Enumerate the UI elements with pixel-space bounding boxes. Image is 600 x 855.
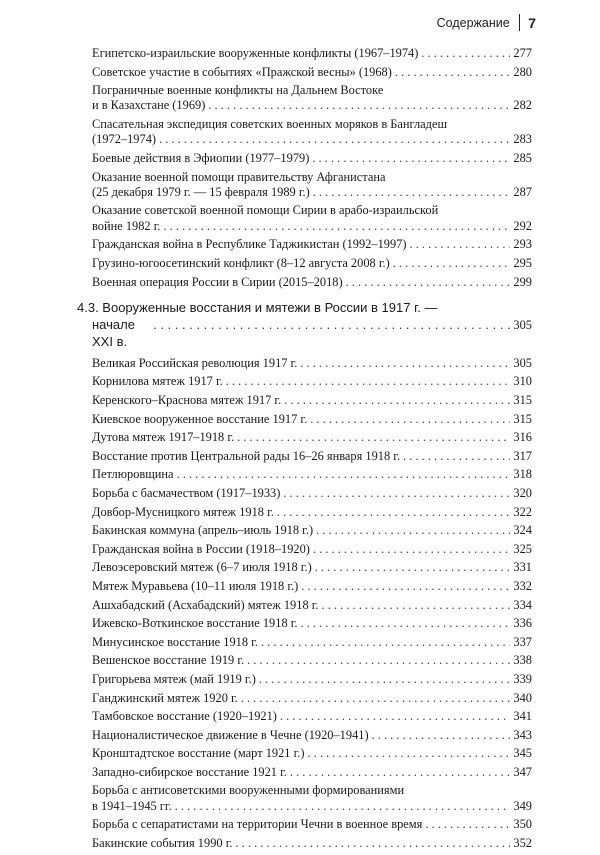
toc-entry-page-number: 292 <box>513 218 532 233</box>
section-heading-line-2: начале XXI в. <box>92 316 135 349</box>
section-heading-line-1: 4.3. Вооруженные восстания и мятежи в России в 1917 г. — <box>77 299 438 315</box>
toc-entry-page-number: 277 <box>513 46 532 60</box>
toc-entry-page-number: 339 <box>513 671 532 686</box>
dot-leader <box>283 486 510 501</box>
dot-leader <box>425 817 510 832</box>
toc-entry-page-number: 283 <box>513 132 532 147</box>
table-of-contents <box>77 46 532 855</box>
toc-entry-page-number: 345 <box>513 746 532 761</box>
toc-entry-page-number: 315 <box>513 411 532 426</box>
toc-entry-page-number: 316 <box>513 430 532 445</box>
toc-list-bottom <box>92 356 532 851</box>
toc-entry[interactable] <box>92 356 532 371</box>
toc-entry-page-number: 325 <box>513 541 532 556</box>
toc-entry-title: Восстание против Центральной рады 16–26 января 1918 г. <box>92 448 401 463</box>
toc-entry-title: Борьба с басмачеством (1917–1933) <box>92 485 281 500</box>
toc-entry-title: Борьба с сепаратистами на территории Чечни в военное время <box>92 817 423 832</box>
toc-entry-page-number: 350 <box>513 817 532 832</box>
toc-entry[interactable] <box>92 237 532 252</box>
dot-leader <box>235 836 510 851</box>
toc-entry[interactable] <box>92 46 532 61</box>
toc-entry-page-number: 280 <box>513 64 532 79</box>
toc-entry-title: Левоэсеровский мятеж (6–7 июля 1918 г.) <box>92 560 312 575</box>
toc-entry-title: (1972–1974) <box>92 132 157 147</box>
toc-entry-title: Григорьева мятеж (май 1919 г.) <box>92 671 256 686</box>
toc-entry-title: Довбор-Мусницкого мятеж 1918 г. <box>92 504 274 519</box>
dot-leader <box>372 728 511 743</box>
running-head-divider <box>519 14 521 31</box>
toc-entry[interactable] <box>92 598 532 613</box>
running-head-page-number: 7 <box>528 14 536 31</box>
toc-entry[interactable] <box>92 635 532 650</box>
toc-entry-title: Гражданская война в Республике Таджикистан (1992–1997) <box>92 237 407 252</box>
toc-entry-page-number: 293 <box>513 237 532 252</box>
toc-entry[interactable] <box>92 256 532 271</box>
dot-leader <box>259 672 511 687</box>
toc-entry-title: Бакинские события 1990 г. <box>92 835 233 850</box>
dot-leader <box>346 275 511 290</box>
toc-entry-title: (25 декабря 1979 г. — 15 февраля 1989 г.) <box>92 184 310 199</box>
toc-entry-title: Грузино-югоосетинский конфликт (8–12 августа 2008 г.) <box>92 255 390 270</box>
toc-entry-title: Керенского–Краснова мятеж 1917 г. <box>92 393 282 408</box>
toc-entry-title: Оказание советской военной помощи Сирии в арабо-израильской <box>92 203 439 218</box>
dot-leader <box>316 523 510 538</box>
toc-entry[interactable] <box>92 523 532 538</box>
toc-entry[interactable] <box>92 412 532 427</box>
toc-entry-title: Ижевско-Воткинское восстание 1918 г. <box>92 616 298 631</box>
toc-section-heading[interactable] <box>77 299 532 350</box>
dot-leader <box>247 653 510 668</box>
toc-entry-title: Западно-сибирское восстание 1921 г. <box>92 764 287 779</box>
toc-entry-page-number: 295 <box>513 255 532 270</box>
toc-entry-title: Вешенское восстание 1919 г. <box>92 653 245 668</box>
toc-entry-page-number: 340 <box>513 690 532 705</box>
toc-entry[interactable] <box>92 203 532 234</box>
toc-entry[interactable] <box>92 709 532 724</box>
toc-entry-title: Спасательная экспедиция советских военных моряков в Бангладеш <box>92 117 448 132</box>
toc-entry-title: Киевское вооруженное восстание 1917 г. <box>92 411 308 426</box>
section-page-number: 305 <box>513 317 532 332</box>
toc-entry-title: в 1941–1945 гг. <box>92 798 172 813</box>
dot-leader <box>284 393 510 408</box>
toc-entry-title: Военная операция России в Сирии (2015–2018) <box>92 274 343 289</box>
dot-leader <box>241 691 511 706</box>
dot-leader <box>301 616 511 631</box>
dot-leader <box>310 412 510 427</box>
toc-entry-page-number: 337 <box>513 634 532 649</box>
toc-entry-title: Бакинская коммуна (апрель–июль 1918 г.) <box>92 523 314 538</box>
toc-entry-page-number: 315 <box>513 393 532 408</box>
toc-entry[interactable] <box>92 691 532 706</box>
dot-leader <box>261 635 510 650</box>
toc-entry[interactable] <box>92 817 532 832</box>
dot-leader <box>163 219 510 234</box>
toc-entry[interactable] <box>92 783 532 814</box>
toc-entry-title: Националистическое движение в Чечне (1920–1941) <box>92 727 369 742</box>
toc-entry[interactable] <box>92 505 532 520</box>
toc-entry[interactable] <box>92 430 532 445</box>
toc-entry-title: войне 1982 г. <box>92 218 161 233</box>
toc-entry-page-number: 324 <box>513 523 532 538</box>
toc-entry-title: Ганджинский мятеж 1920 г. <box>92 690 238 705</box>
toc-entry-page-number: 305 <box>513 355 532 370</box>
dot-leader <box>315 560 511 575</box>
toc-entry[interactable] <box>92 151 532 166</box>
running-head-title: Содержание <box>436 15 510 30</box>
dot-leader <box>313 185 511 200</box>
toc-entry[interactable] <box>92 765 532 780</box>
running-head <box>437 14 536 31</box>
toc-entry-title: Минусинское восстание 1918 г. <box>92 634 258 649</box>
toc-entry-page-number: 320 <box>513 485 532 500</box>
toc-entry[interactable] <box>92 170 532 201</box>
dot-leader <box>393 256 511 271</box>
toc-entry-title: Мятеж Муравьева (10–11 июля 1918 г.) <box>92 578 299 593</box>
toc-entry-title: Тамбовское восстание (1920–1921) <box>92 709 277 724</box>
dot-leader <box>175 799 511 814</box>
dot-leader <box>208 98 510 113</box>
toc-entry[interactable] <box>92 449 532 464</box>
dot-leader <box>226 374 511 389</box>
toc-entry-page-number: 285 <box>513 150 532 165</box>
toc-entry[interactable] <box>92 616 532 631</box>
toc-entry-page-number: 331 <box>513 560 532 575</box>
toc-entry-title: и в Казахстане (1969) <box>92 98 206 113</box>
dot-leader <box>153 316 510 333</box>
dot-leader <box>300 356 510 371</box>
toc-entry[interactable] <box>92 117 532 148</box>
dot-leader <box>403 449 510 464</box>
toc-entry[interactable] <box>92 486 532 501</box>
toc-entry-page-number: 322 <box>513 504 532 519</box>
toc-entry-title: Пограничные военные конфликты на Дальнем Востоке <box>92 83 384 98</box>
toc-entry-title: Корнилова мятеж 1917 г. <box>92 374 223 389</box>
toc-entry-title: Советское участие в событиях «Пражской весны» (1968) <box>92 64 392 79</box>
dot-leader <box>421 46 510 61</box>
toc-entry[interactable] <box>92 83 532 114</box>
toc-entry-title: Петлюровщина <box>92 467 174 482</box>
toc-entry-title: Великая Российская революция 1917 г. <box>92 355 298 370</box>
toc-entry[interactable] <box>92 579 532 594</box>
toc-entry-page-number: 338 <box>513 653 532 668</box>
toc-entry[interactable] <box>92 836 532 851</box>
toc-entry-page-number: 282 <box>513 98 532 113</box>
toc-entry-page-number: 341 <box>513 709 532 724</box>
dot-leader <box>322 598 511 613</box>
toc-entry-title: Боевые действия в Эфиопии (1977–1979) <box>92 150 310 165</box>
toc-entry-page-number: 349 <box>513 798 532 813</box>
dot-leader <box>159 132 510 147</box>
toc-entry-page-number: 343 <box>513 727 532 742</box>
toc-entry-page-number: 310 <box>513 374 532 389</box>
dot-leader <box>277 505 511 520</box>
toc-entry-page-number: 336 <box>513 616 532 631</box>
toc-entry[interactable] <box>92 374 532 389</box>
toc-entry-page-number: 287 <box>513 184 532 199</box>
toc-entry-title: Гражданская война в России (1918–1920) <box>92 541 310 556</box>
toc-entry[interactable] <box>92 467 532 482</box>
toc-entry-title: Борьба с антисоветскими вооруженными формированиями <box>92 783 405 798</box>
toc-entry-page-number: 299 <box>513 274 532 289</box>
toc-entry-title: Кронштадтское восстание (март 1921 г.) <box>92 746 305 761</box>
toc-entry[interactable] <box>92 275 532 290</box>
toc-entry-title: Египетско-израильские вооруженные конфликты (1967–1974) <box>92 46 419 60</box>
dot-leader <box>177 467 511 482</box>
dot-leader <box>312 151 510 166</box>
toc-list-top <box>92 46 532 290</box>
dot-leader <box>395 65 511 80</box>
toc-entry[interactable] <box>92 542 532 557</box>
toc-entry[interactable] <box>92 560 532 575</box>
toc-entry-title: Оказание военной помощи правительству Афганистана <box>92 169 386 184</box>
toc-entry[interactable] <box>92 393 532 408</box>
dot-leader <box>313 542 510 557</box>
toc-entry[interactable] <box>92 746 532 761</box>
toc-entry[interactable] <box>92 65 532 80</box>
dot-leader <box>280 709 510 724</box>
dot-leader <box>301 579 510 594</box>
toc-entry-page-number: 352 <box>513 835 532 850</box>
dot-leader <box>237 430 510 445</box>
dot-leader <box>308 746 511 761</box>
toc-entry[interactable] <box>92 653 532 668</box>
toc-entry[interactable] <box>92 672 532 687</box>
toc-entry-page-number: 318 <box>513 467 532 482</box>
dot-leader <box>290 765 511 780</box>
toc-entry-page-number: 334 <box>513 597 532 612</box>
toc-entry[interactable] <box>92 728 532 743</box>
toc-entry-page-number: 317 <box>513 448 532 463</box>
dot-leader <box>410 237 511 252</box>
toc-entry-page-number: 347 <box>513 764 532 779</box>
toc-entry-title: Дутова мятеж 1917–1918 г. <box>92 430 235 445</box>
toc-entry-page-number: 332 <box>513 578 532 593</box>
toc-entry-title: Ашхабадский (Асхабадский) мятеж 1918 г. <box>92 597 319 612</box>
